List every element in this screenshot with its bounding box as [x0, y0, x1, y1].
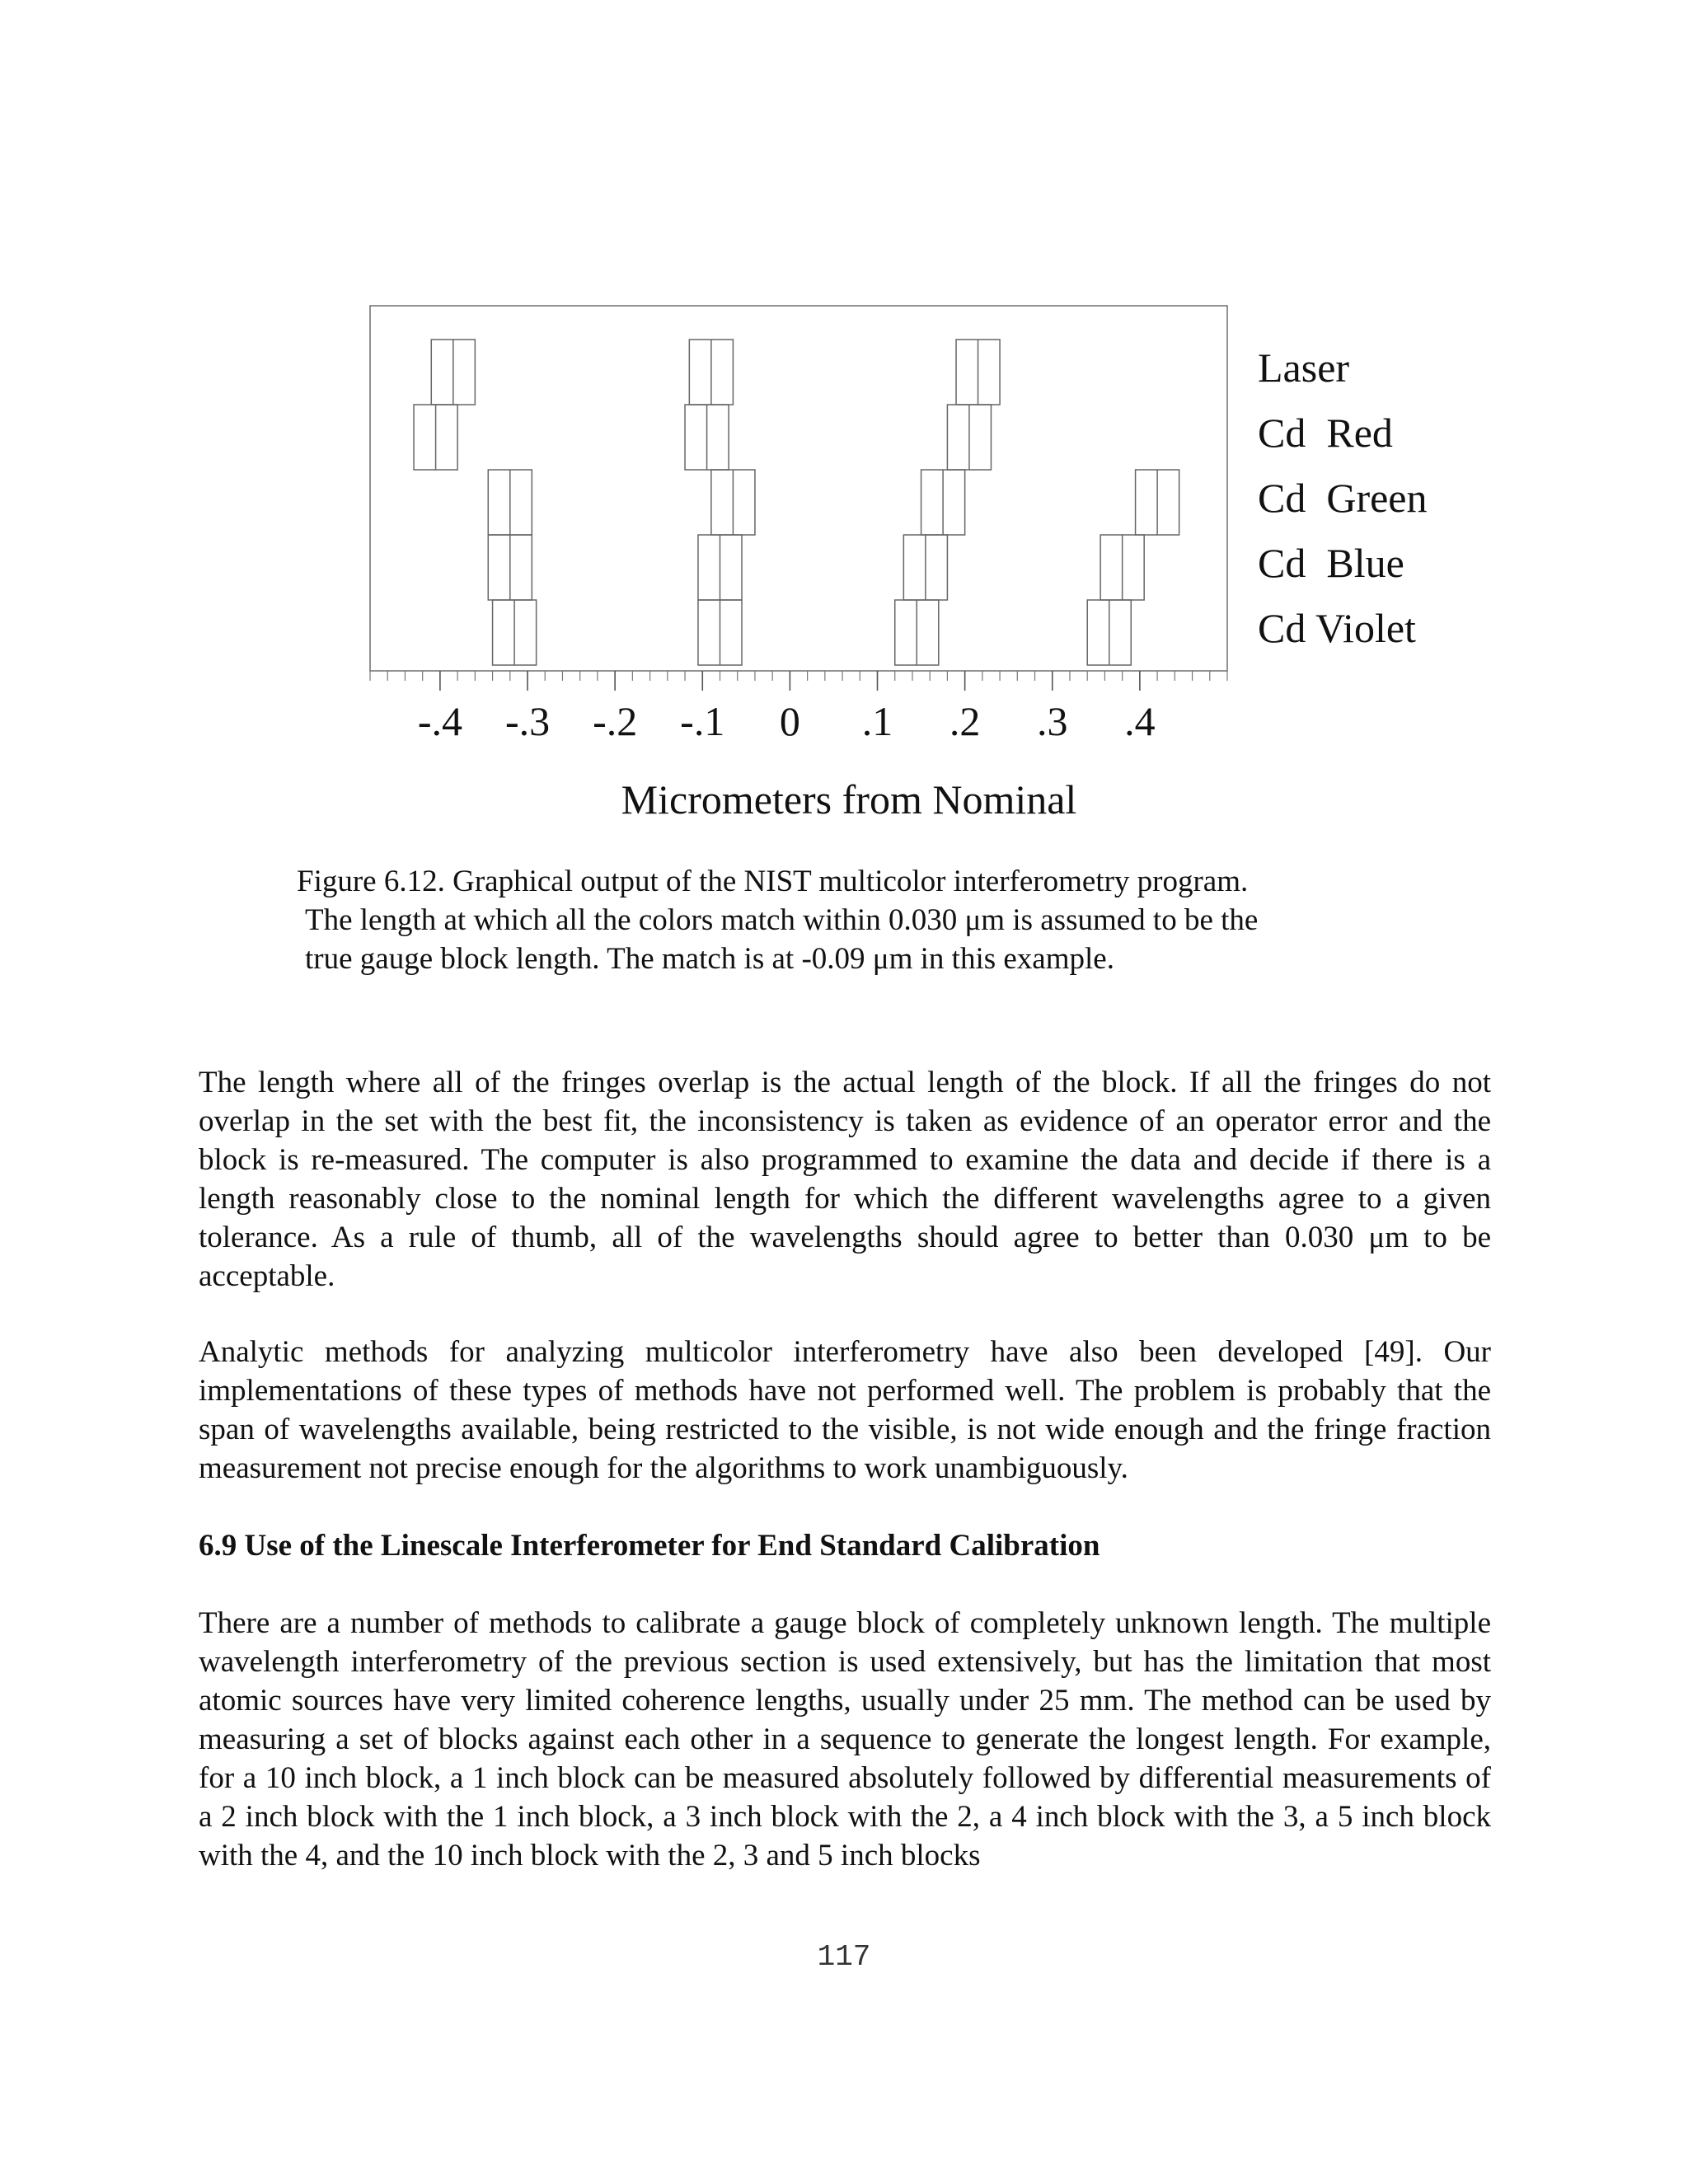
- plot-frame: [370, 306, 1227, 671]
- caption-line-2: The length at which all the colors match within 0.030 μm is assumed to be the: [305, 903, 1259, 937]
- fringe-mark: [698, 535, 742, 600]
- fringe-mark: [895, 600, 939, 665]
- paragraph-fringe-overlap: The length where all of the fringes overlap is the actual length of the block. If all the fringes do not overlap in the set with the best fit, the inconsistency is taken as evidence of an operator error and the block is re-measured. The computer is also programmed to examine the data and decide if there is a length reasonably close to the nominal length for which the different wavelengths agree to a given tolerance. As a rule of thumb, all of the wavelengths should agree to better than 0.030 μm to be acceptable.: [199, 1066, 1491, 1293]
- caption-line-1: Figure 6.12. Graphical output of the NIST multicolor interferometry program.: [297, 865, 1249, 898]
- figure-caption: [297, 862, 1401, 978]
- fringe-marks: [414, 340, 1179, 665]
- fringe-mark: [711, 470, 755, 535]
- fringe-mark: [1136, 470, 1179, 535]
- paragraph-calibration-methods: There are a number of methods to calibrate a gauge block of completely unknown length. The multiple wavelength interferometry of the previous section is used extensively, but has the limitation that most atomic sources have very limited coherence lengths, usually under 25 mm. The method can be used by measuring a set of blocks against each other in a sequence to generate the longest length. For example, for a 10 inch block, a 1 inch block can be measured absolutely followed by differential measurements of a 2 inch block with the 1 inch block, a 3 inch block with the 2, a 4 inch block with the 3, a 5 inch block with the 4, and the 10 inch block with the 2, 3 and 5 inch blocks: [199, 1606, 1491, 1872]
- fringe-mark: [947, 405, 991, 470]
- x-tick-label: -.1: [680, 698, 725, 744]
- x-tick-label: .1: [861, 698, 893, 744]
- legend-entry: Cd Violet: [1258, 605, 1416, 651]
- fringe-mark: [431, 340, 475, 405]
- fringe-mark: [1100, 535, 1144, 600]
- fringe-mark: [921, 470, 965, 535]
- legend: [1258, 344, 1428, 651]
- fringe-mark: [488, 535, 532, 600]
- x-tick-label: -.4: [417, 698, 462, 744]
- x-tick-label: .4: [1124, 698, 1156, 744]
- legend-entry: Laser: [1258, 344, 1350, 391]
- fringe-mark: [689, 340, 733, 405]
- x-tick-label: -.2: [593, 698, 638, 744]
- fringe-mark: [956, 340, 1000, 405]
- x-tick-label: -.3: [504, 698, 551, 744]
- x-tick-label: .3: [1037, 698, 1068, 744]
- x-axis: [370, 671, 1227, 744]
- fringe-mark: [493, 600, 537, 665]
- fringe-mark: [414, 405, 457, 470]
- legend-entry: Cd Red: [1258, 410, 1393, 456]
- legend-entry: Cd Blue: [1258, 540, 1404, 586]
- fringe-mark: [698, 600, 742, 665]
- legend-entry: Cd Green: [1258, 475, 1428, 521]
- page-number: 117: [817, 1940, 871, 1974]
- paragraph-analytic-methods: Analytic methods for analyzing multicolor interferometry have also been developed [49]. Our implementations of these types of methods have not performed well. The problem is probably that the span of wavelengths available, being restricted to the visible, is not wide enough and the fringe fraction measurement not precise enough for the algorithms to work unambiguously.: [199, 1335, 1491, 1485]
- section-heading: 6.9 Use of the Linescale Interferometer for End Standard Calibration: [199, 1529, 1100, 1563]
- x-axis-label: Micrometers from Nominal: [621, 776, 1077, 823]
- fringe-mark: [685, 405, 729, 470]
- x-tick-label: 0: [779, 698, 800, 744]
- fringe-mark: [903, 535, 947, 600]
- caption-line-3: true gauge block length. The match is at -0.09 μm in this example.: [305, 942, 1114, 976]
- fringe-mark: [1087, 600, 1131, 665]
- fringe-mark: [488, 470, 532, 535]
- x-tick-label: .2: [949, 698, 981, 744]
- fringe-chart: [0, 0, 1688, 849]
